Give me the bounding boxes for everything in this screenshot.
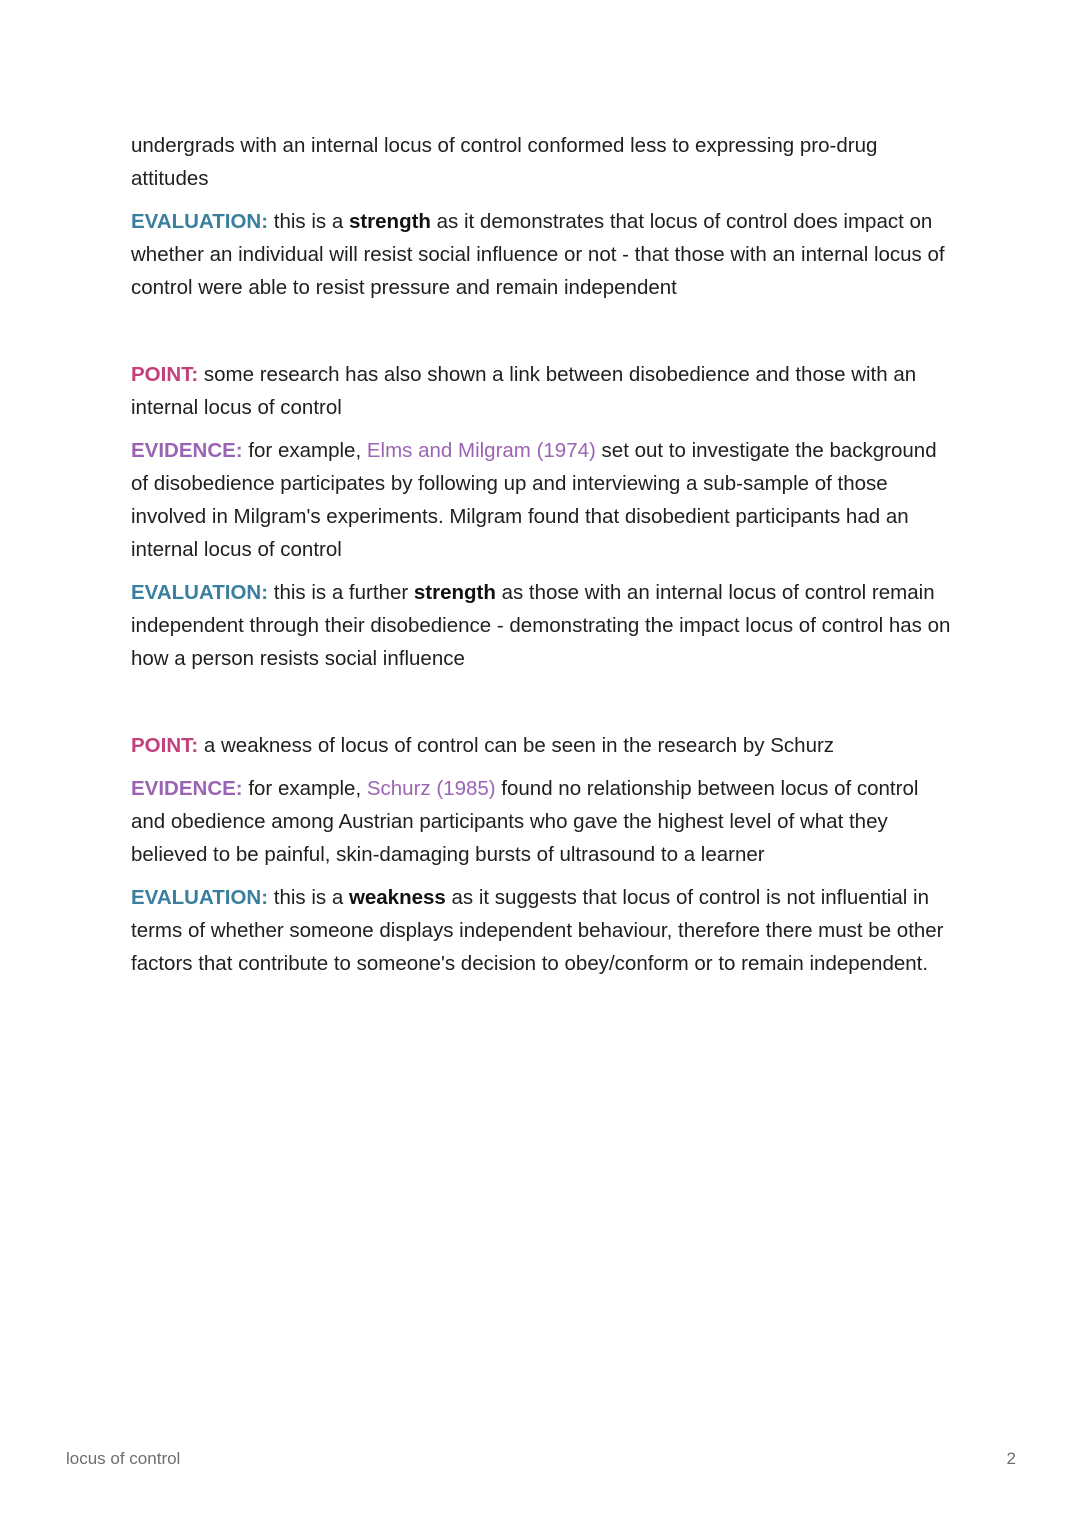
citation: Schurz (1985): [366, 777, 496, 800]
continuation-paragraph: [131, 129, 951, 195]
page-number: 2: [1006, 1449, 1016, 1468]
evidence-text-post: set out to investigate the background of disobedience participates by following up and interviewing a sub-sample of those involved in Milgram's experiments. Milgram found that disobedient participants had an internal locus of control: [131, 439, 937, 561]
evaluation-text-pre: this is a further: [268, 581, 414, 604]
evidence-text-post: found no relationship between locus of control and obedience among Austrian participants who gave the highest level of what they believed to be painful, skin-damaging bursts of ultrasound to a learner: [131, 777, 919, 866]
evidence-text-pre: for example,: [242, 777, 367, 800]
evidence-label: EVIDENCE:: [131, 439, 243, 462]
evaluation-keyword: strength: [413, 581, 496, 604]
point-label: POINT:: [131, 363, 199, 386]
evaluation-keyword: strength: [348, 210, 431, 233]
point-paragraph-3: [131, 729, 951, 762]
evaluation-paragraph-2: [131, 576, 951, 675]
continuation-text: undergrads with an internal locus of control conformed less to expressing pro-drug attitudes: [131, 134, 878, 190]
point-text: a weakness of locus of control can be seen in the research by Schurz: [198, 734, 835, 757]
evaluation-label: EVALUATION:: [131, 210, 269, 233]
evidence-text-pre: for example,: [242, 439, 367, 462]
footer-title: locus of control: [66, 1449, 181, 1468]
evaluation-text-pre: this is a: [268, 210, 349, 233]
evidence-label: EVIDENCE:: [131, 777, 243, 800]
evaluation-text-post: as it suggests that locus of control is not influential in terms of whether someone displays independent behaviour, therefore there must be other factors that contribute to someone's decision to obey/conform or to remain independent.: [131, 886, 944, 975]
citation: Elms and Milgram (1974): [366, 439, 596, 462]
evaluation-label: EVALUATION:: [131, 581, 269, 604]
evaluation-label: EVALUATION:: [131, 886, 269, 909]
evaluation-text-post: as those with an internal locus of control remain independent through their disobedience - demonstrating the impact locus of control has on how a person resists social influence: [131, 581, 951, 670]
document-body: [131, 129, 951, 980]
evidence-paragraph-3: [131, 772, 951, 871]
point-label: POINT:: [131, 734, 199, 757]
point-paragraph-2: [131, 358, 951, 424]
evaluation-text-post: as it demonstrates that locus of control does impact on whether an individual will resist social influence or not - that those with an internal locus of control were able to resist pressure and remain independent: [131, 210, 945, 299]
evaluation-keyword: weakness: [348, 886, 446, 909]
evaluation-paragraph-1: [131, 205, 951, 304]
evidence-paragraph-2: [131, 434, 951, 566]
evaluation-paragraph-3: [131, 881, 951, 980]
point-text: some research has also shown a link between disobedience and those with an internal locus of control: [131, 363, 917, 419]
evaluation-text-pre: this is a: [268, 886, 349, 909]
